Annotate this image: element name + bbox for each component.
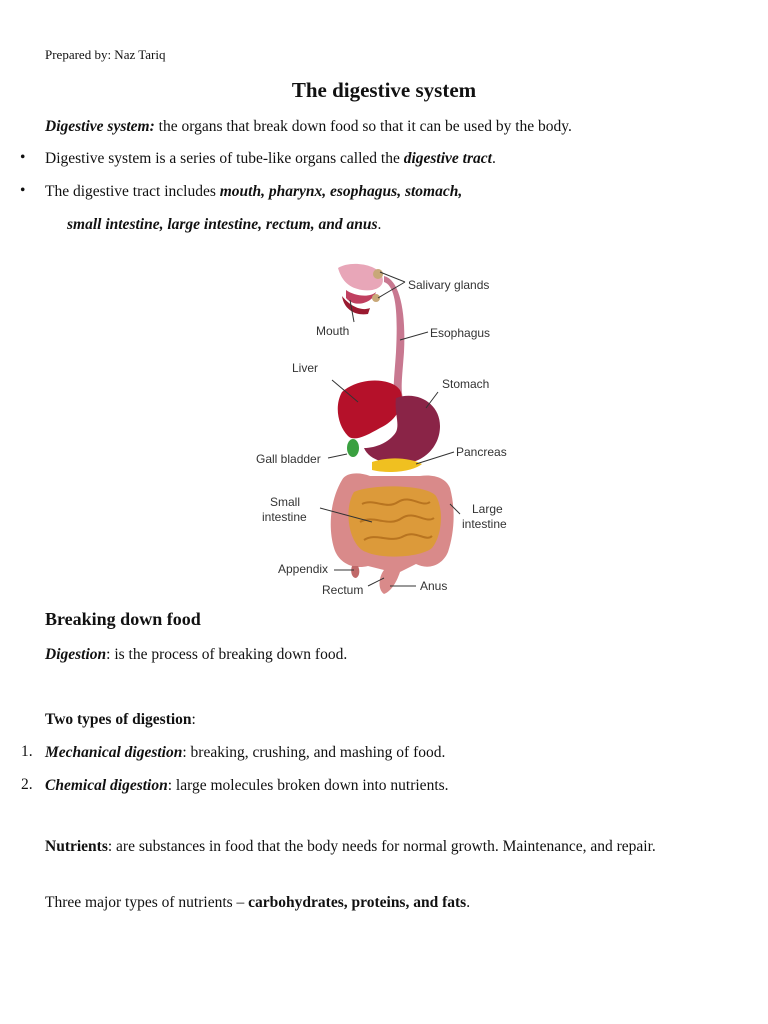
types-colon: : (191, 711, 196, 728)
item1-term: Mechanical digestion (45, 744, 183, 761)
salivary-gland-1 (373, 269, 383, 279)
nutrients-term: Nutrients (45, 838, 108, 855)
bullet2-text: The digestive tract includes (45, 183, 220, 200)
diagram-svg (250, 252, 522, 604)
bullet2-term2: small intestine, large intestine, rectum, and anus (67, 216, 378, 233)
bullet2-end: . (377, 216, 382, 233)
section-heading: Breaking down food (45, 609, 201, 629)
list-item-1 (45, 743, 445, 763)
list-num-2: 2. (21, 776, 33, 793)
page-title: The digestive system (291, 78, 477, 102)
types-heading-text: Two types of digestion (45, 711, 192, 728)
bullet-item-2-cont (67, 215, 381, 235)
bullet1-text: Digestive system is a series of tube-like organs called the (45, 150, 404, 167)
bullet2-term1: mouth, pharynx, esophagus, stomach, (219, 183, 463, 200)
digestion-paragraph (45, 645, 347, 665)
label-large-1: Large (472, 502, 503, 516)
types-heading (45, 710, 196, 730)
bullet-mark-2: • (20, 182, 26, 199)
bullet1-end: . (491, 150, 496, 167)
label-liver: Liver (292, 361, 319, 375)
definition-text: the organs that break down food so that it can be used by the body. (154, 118, 572, 135)
definition-term: Digestive system: (45, 118, 155, 135)
definition-paragraph (45, 117, 572, 137)
label-small-2: intestine (262, 510, 307, 524)
label-stomach: Stomach (442, 377, 490, 391)
item2-text: : large molecules broken down into nutrients. (167, 777, 449, 794)
label-mouth: Mouth (316, 324, 350, 338)
prepared-by: Prepared by: Naz Tariq (45, 47, 166, 62)
item1-text: : breaking, crushing, and mashing of food. (182, 744, 446, 761)
label-large-2: intestine (462, 517, 507, 531)
gall-bladder-shape (347, 439, 359, 457)
label-appendix: Appendix (278, 562, 329, 576)
digestion-term: Digestion (45, 646, 107, 663)
label-rectum: Rectum (322, 583, 364, 597)
liver-shape (338, 381, 402, 439)
digestion-text: : is the process of breaking down food. (106, 646, 348, 663)
bullet-item-2 (45, 182, 462, 202)
label-pancreas: Pancreas (456, 445, 507, 459)
three-bold: carbohydrates, proteins, and fats (248, 894, 467, 911)
three-end: . (466, 894, 471, 911)
nutrients-paragraph (45, 837, 705, 857)
nutrients-text: : are substances in food that the body needs for normal growth. Maintenance, and repair. (107, 838, 656, 855)
list-num-1: 1. (21, 743, 33, 760)
appendix-shape (351, 566, 359, 578)
label-anus: Anus (420, 579, 448, 593)
list-item-2 (45, 776, 449, 796)
label-small-1: Small (270, 495, 301, 509)
bullet-mark-1: • (20, 149, 26, 166)
three-text: Three major types of nutrients – (45, 894, 249, 911)
label-gall-bladder: Gall bladder (256, 452, 321, 466)
bullet1-term: digestive tract (403, 150, 492, 167)
label-salivary-glands: Salivary glands (408, 278, 490, 292)
label-esophagus: Esophagus (430, 326, 491, 340)
digestive-system-diagram (250, 252, 522, 604)
three-types-paragraph (45, 893, 470, 913)
bullet-item-1 (45, 149, 496, 169)
item2-term: Chemical digestion (45, 777, 168, 794)
